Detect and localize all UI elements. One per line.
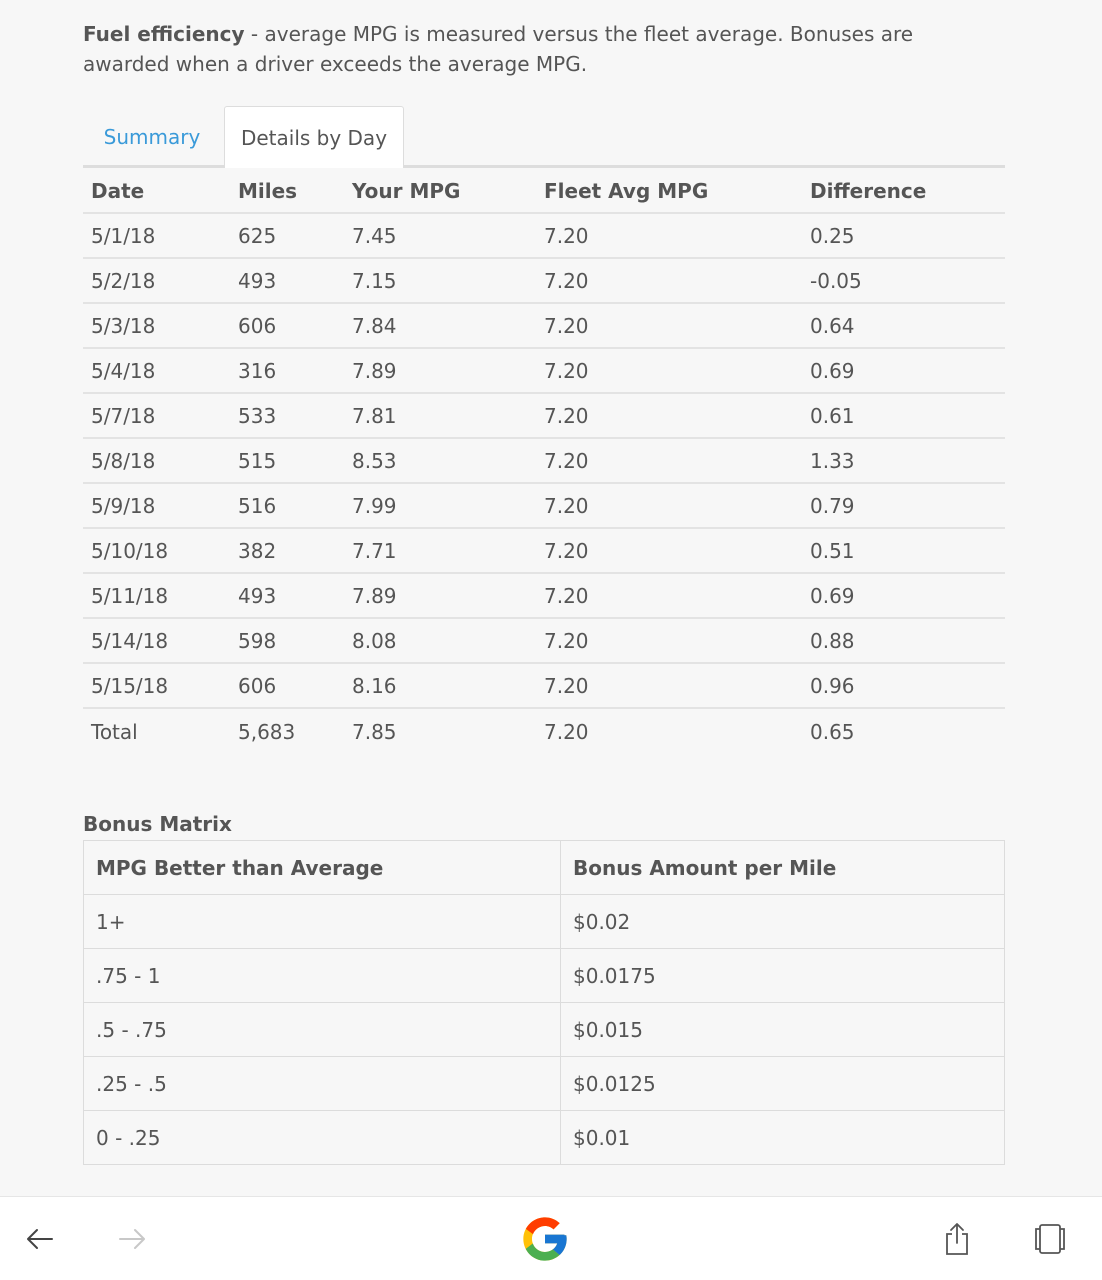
cell-your-mpg: 7.81 <box>344 393 536 438</box>
cell-difference: 1.33 <box>802 438 1005 483</box>
cell-fleet-avg-mpg: 7.20 <box>536 438 802 483</box>
cell-fleet-avg-mpg: 7.20 <box>536 618 802 663</box>
cell-date: 5/11/18 <box>83 573 230 618</box>
cell-date: 5/10/18 <box>83 528 230 573</box>
cell-your-mpg: 8.53 <box>344 438 536 483</box>
cell-mpg-range: .25 - .5 <box>84 1057 561 1111</box>
cell-your-mpg: 7.71 <box>344 528 536 573</box>
table-row <box>83 393 1005 438</box>
header-difference: Difference <box>802 168 1005 213</box>
cell-difference: 0.88 <box>802 618 1005 663</box>
back-arrow-icon <box>25 1224 55 1254</box>
bonus-matrix-table <box>83 840 1005 1165</box>
back-button[interactable] <box>20 1197 60 1280</box>
cell-miles: 382 <box>230 528 344 573</box>
share-button[interactable] <box>937 1197 977 1280</box>
bonus-matrix-title: Bonus Matrix <box>83 812 232 836</box>
cell-bonus-amount: $0.015 <box>561 1003 1005 1057</box>
cell-your-mpg: 7.45 <box>344 213 536 258</box>
browser-bottom-bar <box>0 1196 1102 1280</box>
total-date: Total <box>91 719 138 744</box>
total-difference: 0.65 <box>810 719 855 744</box>
bonus-table-header <box>84 841 1005 895</box>
cell-difference: 0.25 <box>802 213 1005 258</box>
header-date: Date <box>83 168 230 213</box>
cell-bonus-amount: $0.01 <box>561 1111 1005 1165</box>
cell-mpg-range: 0 - .25 <box>84 1111 561 1165</box>
cell-difference: 0.69 <box>802 348 1005 393</box>
bonus-row <box>84 949 1005 1003</box>
cell-date: 5/2/18 <box>83 258 230 303</box>
cell-difference: 0.96 <box>802 663 1005 708</box>
cell-difference: 0.64 <box>802 303 1005 348</box>
cell-fleet-avg-mpg: 7.20 <box>536 528 802 573</box>
cell-fleet-avg-mpg: 7.20 <box>536 393 802 438</box>
google-icon <box>519 1213 571 1265</box>
bonus-row <box>84 895 1005 949</box>
cell-miles: 598 <box>230 618 344 663</box>
table-row <box>83 573 1005 618</box>
cell-your-mpg: 7.89 <box>344 573 536 618</box>
cell-miles: 606 <box>230 303 344 348</box>
header-fleet-avg-mpg: Fleet Avg MPG <box>536 168 802 213</box>
tab-bar <box>83 106 1005 168</box>
bonus-table-body <box>84 895 1005 1165</box>
tab-summary[interactable]: Summary <box>103 125 201 149</box>
cell-mpg-range: .75 - 1 <box>84 949 561 1003</box>
cell-miles: 606 <box>230 663 344 708</box>
cell-your-mpg: 7.84 <box>344 303 536 348</box>
header-your-mpg: Your MPG <box>344 168 536 213</box>
bonus-row <box>84 1003 1005 1057</box>
cell-your-mpg: 7.15 <box>344 258 536 303</box>
table-row <box>83 348 1005 393</box>
cell-miles: 493 <box>230 573 344 618</box>
cell-mpg-range: .5 - .75 <box>84 1003 561 1057</box>
total-your-mpg: 7.85 <box>352 719 397 744</box>
cell-fleet-avg-mpg: 7.20 <box>536 573 802 618</box>
cell-date: 5/1/18 <box>83 213 230 258</box>
table-row <box>83 663 1005 708</box>
table-row <box>83 618 1005 663</box>
header-mpg-better: MPG Better than Average <box>84 841 561 895</box>
table-row <box>83 213 1005 258</box>
header-bonus-amount: Bonus Amount per Mile <box>561 841 1005 895</box>
tabs-icon <box>1033 1222 1067 1256</box>
table-row <box>83 303 1005 348</box>
cell-miles: 625 <box>230 213 344 258</box>
cell-miles: 493 <box>230 258 344 303</box>
cell-fleet-avg-mpg: 7.20 <box>536 258 802 303</box>
table-row <box>83 483 1005 528</box>
cell-your-mpg: 7.89 <box>344 348 536 393</box>
cell-miles: 515 <box>230 438 344 483</box>
table-row <box>83 438 1005 483</box>
tab-details-by-day[interactable]: Details by Day <box>224 106 404 168</box>
cell-date: 5/3/18 <box>83 303 230 348</box>
tabs-button[interactable] <box>1030 1197 1070 1280</box>
cell-bonus-amount: $0.0175 <box>561 949 1005 1003</box>
cell-fleet-avg-mpg: 7.20 <box>536 348 802 393</box>
daily-table-body <box>83 213 1005 753</box>
cell-fleet-avg-mpg: 7.20 <box>536 483 802 528</box>
intro-bold: Fuel efficiency <box>83 22 245 46</box>
google-button[interactable] <box>515 1197 575 1280</box>
cell-miles: 533 <box>230 393 344 438</box>
cell-fleet-avg-mpg: 7.20 <box>536 303 802 348</box>
total-fleet-avg-mpg: 7.20 <box>544 719 589 744</box>
cell-your-mpg: 7.99 <box>344 483 536 528</box>
intro-paragraph <box>83 19 1005 79</box>
cell-difference: 0.69 <box>802 573 1005 618</box>
bonus-row <box>84 1057 1005 1111</box>
cell-miles: 516 <box>230 483 344 528</box>
share-icon <box>942 1221 972 1257</box>
cell-your-mpg: 8.16 <box>344 663 536 708</box>
cell-miles: 316 <box>230 348 344 393</box>
forward-arrow-icon <box>117 1224 147 1254</box>
cell-fleet-avg-mpg: 7.20 <box>536 213 802 258</box>
cell-date: 5/14/18 <box>83 618 230 663</box>
daily-table-header <box>83 168 1005 213</box>
cell-difference: -0.05 <box>802 258 1005 303</box>
cell-date: 5/7/18 <box>83 393 230 438</box>
cell-date: 5/4/18 <box>83 348 230 393</box>
table-row <box>83 528 1005 573</box>
cell-your-mpg: 8.08 <box>344 618 536 663</box>
header-miles: Miles <box>230 168 344 213</box>
daily-table <box>83 168 1005 753</box>
bonus-row <box>84 1111 1005 1165</box>
total-row <box>83 708 1005 753</box>
intro-text: - average MPG is measured versus the fleet average. Bonuses are awarded when a driver exceeds the average MPG. <box>83 22 914 76</box>
cell-difference: 0.79 <box>802 483 1005 528</box>
forward-button[interactable] <box>112 1197 152 1280</box>
table-row <box>83 258 1005 303</box>
total-miles: 5,683 <box>238 719 296 744</box>
cell-difference: 0.51 <box>802 528 1005 573</box>
cell-mpg-range: 1+ <box>84 895 561 949</box>
cell-bonus-amount: $0.0125 <box>561 1057 1005 1111</box>
cell-date: 5/9/18 <box>83 483 230 528</box>
cell-date: 5/8/18 <box>83 438 230 483</box>
cell-bonus-amount: $0.02 <box>561 895 1005 949</box>
cell-fleet-avg-mpg: 7.20 <box>536 663 802 708</box>
cell-date: 5/15/18 <box>83 663 230 708</box>
cell-difference: 0.61 <box>802 393 1005 438</box>
